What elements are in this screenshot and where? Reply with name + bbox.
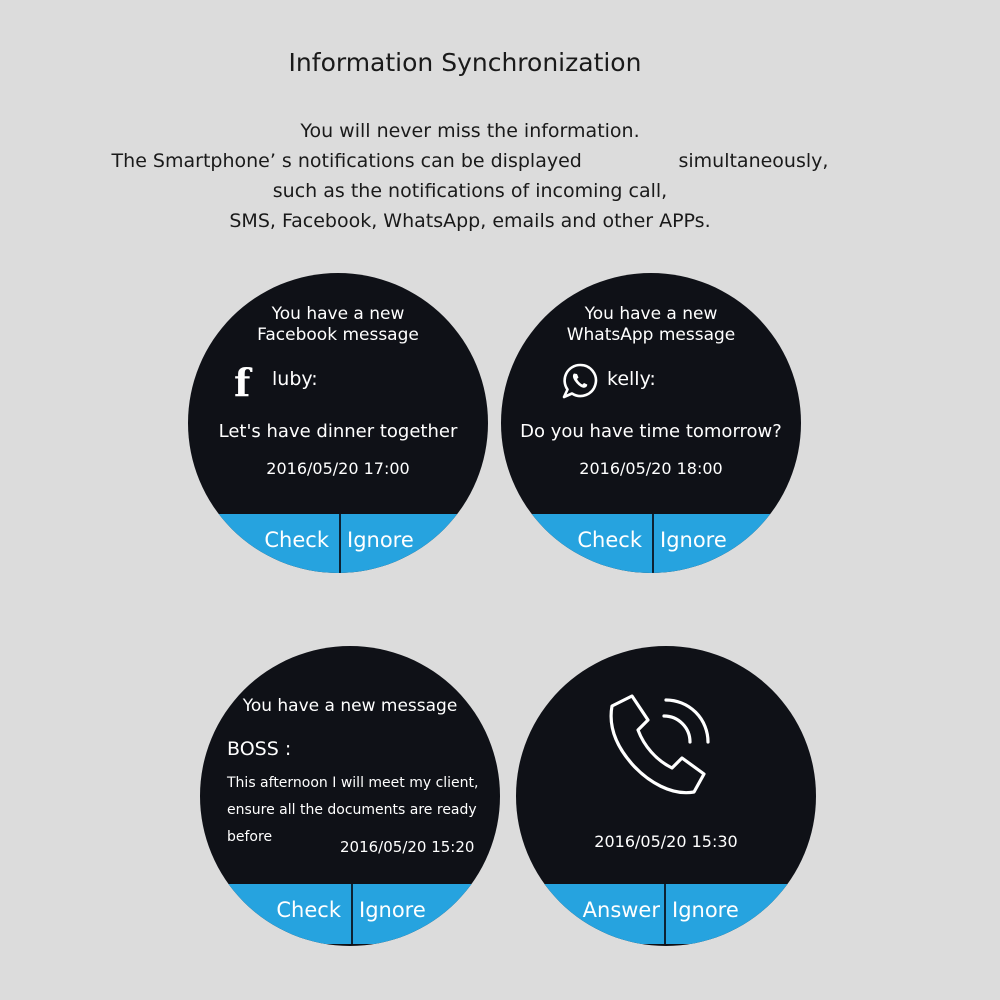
ignore-button[interactable]: Ignore bbox=[351, 884, 500, 944]
watch-whatsapp-notification bbox=[501, 273, 801, 573]
sender-name: luby: bbox=[272, 368, 318, 390]
description-line: The Smartphone’ s notifications can be displayed simultaneously, bbox=[111, 150, 829, 172]
timestamp: 2016/05/20 17:00 bbox=[266, 459, 410, 478]
sender-name: kelly: bbox=[607, 368, 656, 390]
button-bar bbox=[501, 514, 801, 573]
watch-facebook-notification bbox=[188, 273, 488, 573]
sender-name: BOSS : bbox=[227, 738, 292, 760]
timestamp: 2016/05/20 18:00 bbox=[579, 459, 723, 478]
heading-line: You have a new bbox=[584, 304, 718, 324]
heading-line: You have a new bbox=[271, 304, 405, 324]
watch-sms-notification bbox=[200, 646, 500, 946]
notification-heading bbox=[188, 304, 488, 346]
message-line: ensure all the documents are ready bbox=[227, 802, 477, 818]
notification-heading: You have a new message bbox=[242, 696, 458, 716]
heading-line: WhatsApp message bbox=[566, 325, 736, 345]
description-line: SMS, Facebook, WhatsApp, emails and other APPs. bbox=[229, 210, 711, 232]
check-button[interactable]: Check bbox=[276, 898, 341, 922]
heading-line: Facebook message bbox=[257, 325, 419, 345]
check-button[interactable]: Check bbox=[264, 528, 329, 552]
message-text: Let's have dinner together bbox=[218, 421, 458, 442]
notification-heading bbox=[501, 304, 801, 346]
button-bar bbox=[516, 884, 816, 944]
timestamp: 2016/05/20 15:20 bbox=[340, 838, 475, 856]
description-line: such as the notifications of incoming call, bbox=[272, 180, 668, 202]
button-bar bbox=[200, 884, 500, 944]
button-bar bbox=[188, 514, 488, 573]
timestamp: 2016/05/20 15:30 bbox=[594, 832, 738, 851]
message-line: This afternoon I will meet my client, bbox=[227, 775, 479, 791]
message-line: before bbox=[227, 829, 273, 845]
page-title: Information Synchronization bbox=[288, 48, 642, 77]
check-button[interactable]: Check bbox=[577, 528, 642, 552]
ignore-button[interactable]: Ignore bbox=[664, 884, 816, 944]
watch-incoming-call bbox=[516, 646, 816, 946]
whatsapp-icon bbox=[561, 362, 599, 400]
description bbox=[0, 116, 940, 236]
message-text: Do you have time tomorrow? bbox=[520, 421, 782, 442]
facebook-icon: f bbox=[234, 360, 251, 405]
ignore-button[interactable]: Ignore bbox=[339, 514, 488, 573]
ignore-button[interactable]: Ignore bbox=[652, 514, 801, 573]
description-line: You will never miss the information. bbox=[300, 120, 640, 142]
phone-ringing-icon bbox=[602, 692, 728, 802]
answer-button[interactable]: Answer bbox=[582, 898, 660, 922]
